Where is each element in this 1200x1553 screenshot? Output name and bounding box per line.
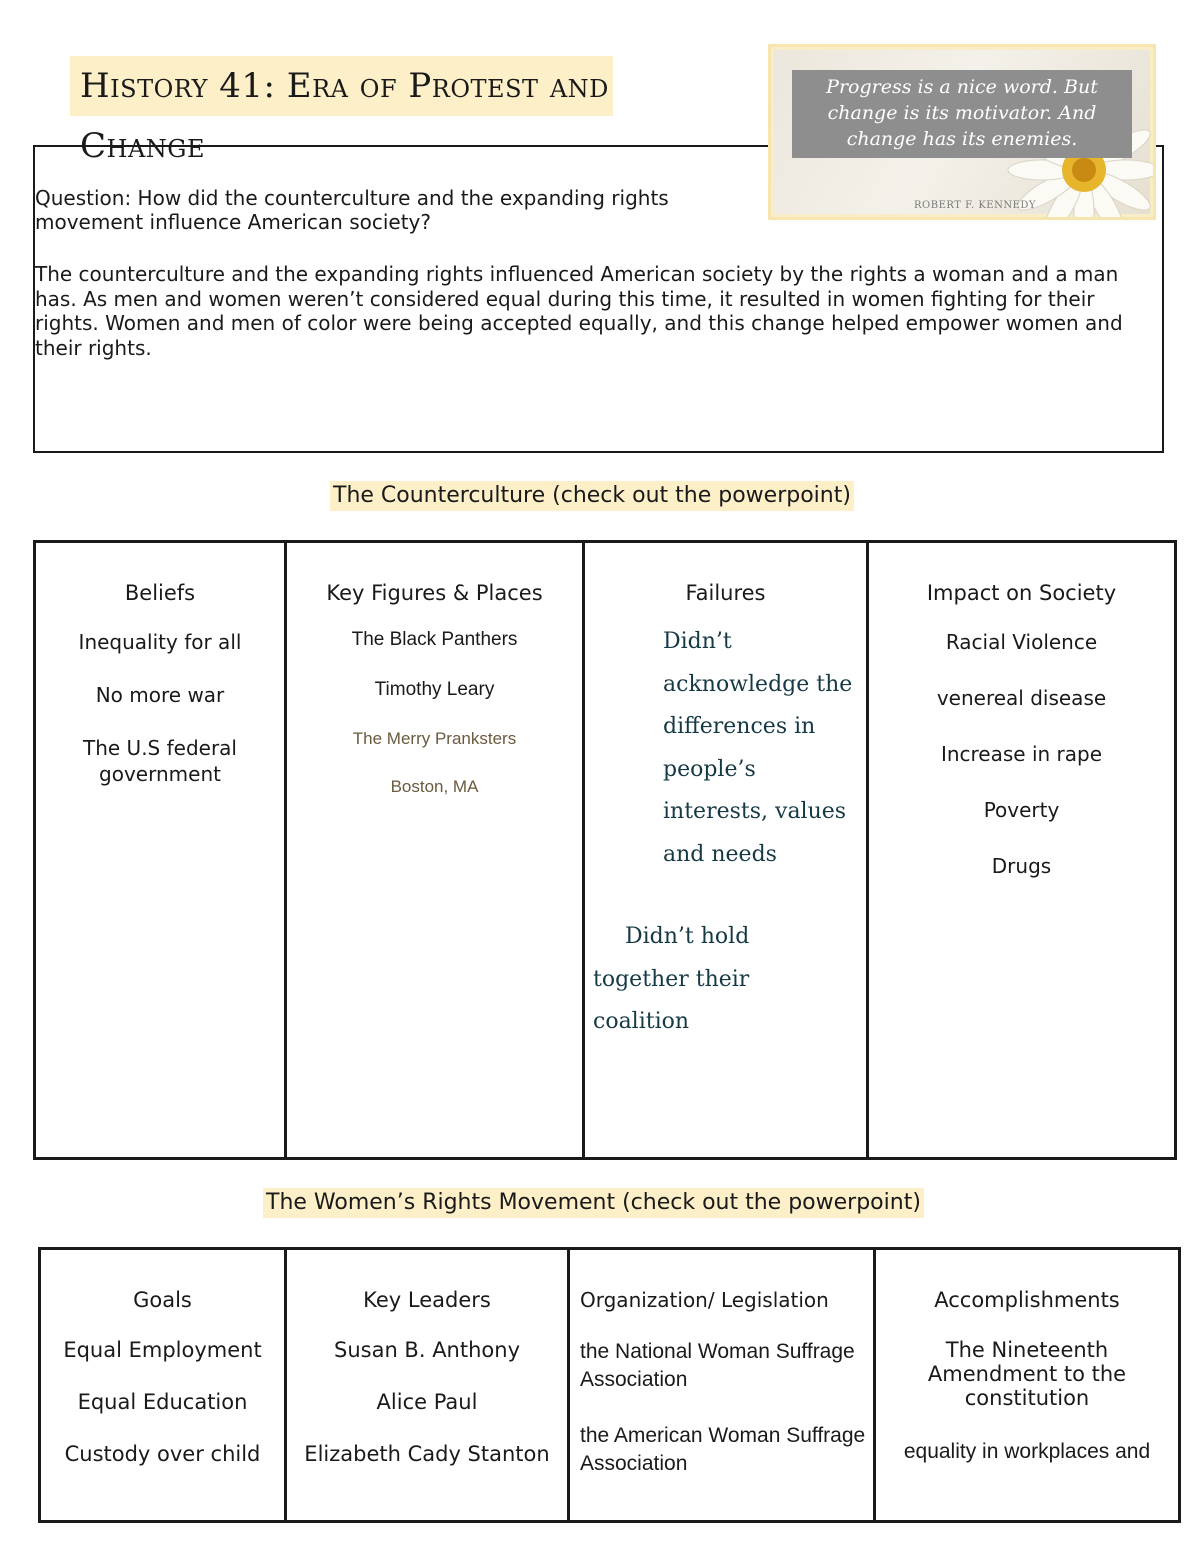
- leaders-header: Key Leaders: [363, 1288, 491, 1312]
- page-title: History 41: Era of Protest and Change: [70, 56, 613, 116]
- failure-item: Didn’t hold together their coalition: [593, 924, 750, 1034]
- organizations-header: Organization/ Legislation: [580, 1288, 829, 1312]
- impact-item: Racial Violence: [945, 630, 1098, 654]
- beliefs-header: Beliefs: [124, 581, 196, 605]
- goals-header: Goals: [133, 1288, 192, 1312]
- question-text: Question: How did the counterculture and the expanding rights movement influence American society?: [35, 186, 669, 234]
- failures-column: [584, 542, 868, 1159]
- impact-item: Poverty: [983, 798, 1060, 822]
- belief-item: No more war: [95, 683, 225, 707]
- organization-item: the American Woman Suffrage Association: [580, 1424, 866, 1475]
- key-figure-item: Boston, MA: [390, 777, 479, 796]
- goal-item: Equal Education: [77, 1390, 248, 1414]
- leader-item: Susan B. Anthony: [334, 1338, 520, 1362]
- accomplishment-item: equality in workplaces and: [903, 1440, 1151, 1463]
- belief-item: Inequality for all: [78, 630, 242, 654]
- impact-header: Impact on Society: [926, 581, 1117, 605]
- accomplishments-column: [875, 1249, 1180, 1522]
- key-figures-column: [286, 542, 584, 1159]
- womens-rights-table: [38, 1247, 1181, 1523]
- accomplishment-item: The Nineteenth Amendment to the constitution: [927, 1338, 1127, 1410]
- key-figure-item: Timothy Leary: [374, 679, 495, 700]
- impact-column: [868, 542, 1176, 1159]
- failure-item: Didn’t acknowledge the differences in people’s interests, values and needs: [663, 629, 853, 867]
- leader-item: Elizabeth Cady Stanton: [304, 1442, 550, 1466]
- organization-item: the National Woman Suffrage Association: [580, 1340, 855, 1391]
- goals-column: [40, 1249, 286, 1522]
- accomplishments-header: Accomplishments: [934, 1288, 1120, 1312]
- impact-item: Drugs: [991, 854, 1052, 878]
- goal-item: Equal Employment: [63, 1338, 262, 1362]
- quote-author: ROBERT F. KENNEDY: [914, 200, 1037, 211]
- counterculture-heading: The Counterculture (check out the powerpoint): [330, 481, 854, 511]
- failures-header: Failures: [685, 581, 766, 605]
- sunflower-photo: [774, 50, 1150, 214]
- key-figure-item: The Black Panthers: [351, 629, 518, 650]
- impact-item: Increase in rape: [940, 742, 1103, 766]
- impact-item: venereal disease: [936, 686, 1107, 710]
- key-figure-item: The Merry Pranksters: [352, 729, 517, 748]
- answer-text: The counterculture and the expanding rights influenced American society by the rights a woman and a man has. As men and women weren’t considered equal during this time, it resulted in women fighting for their rights. Women and men of color were being accepted equally, and this change helped empower women and their rights.: [35, 262, 1123, 360]
- key-figures-header: Key Figures & Places: [326, 581, 543, 605]
- belief-item: The U.S federal government: [83, 736, 237, 786]
- leader-item: Alice Paul: [376, 1390, 478, 1414]
- counterculture-table: [33, 540, 1177, 1160]
- leaders-column: [286, 1249, 569, 1522]
- organizations-column: [569, 1249, 875, 1522]
- beliefs-column: [35, 542, 286, 1159]
- quote-image: [768, 44, 1156, 220]
- quote-text: Progress is a nice word. But change is its motivator. And change has its enemies.: [792, 70, 1132, 158]
- womens-rights-heading: The Women’s Rights Movement (check out the powerpoint): [263, 1188, 924, 1218]
- goal-item: Custody over child: [64, 1442, 261, 1466]
